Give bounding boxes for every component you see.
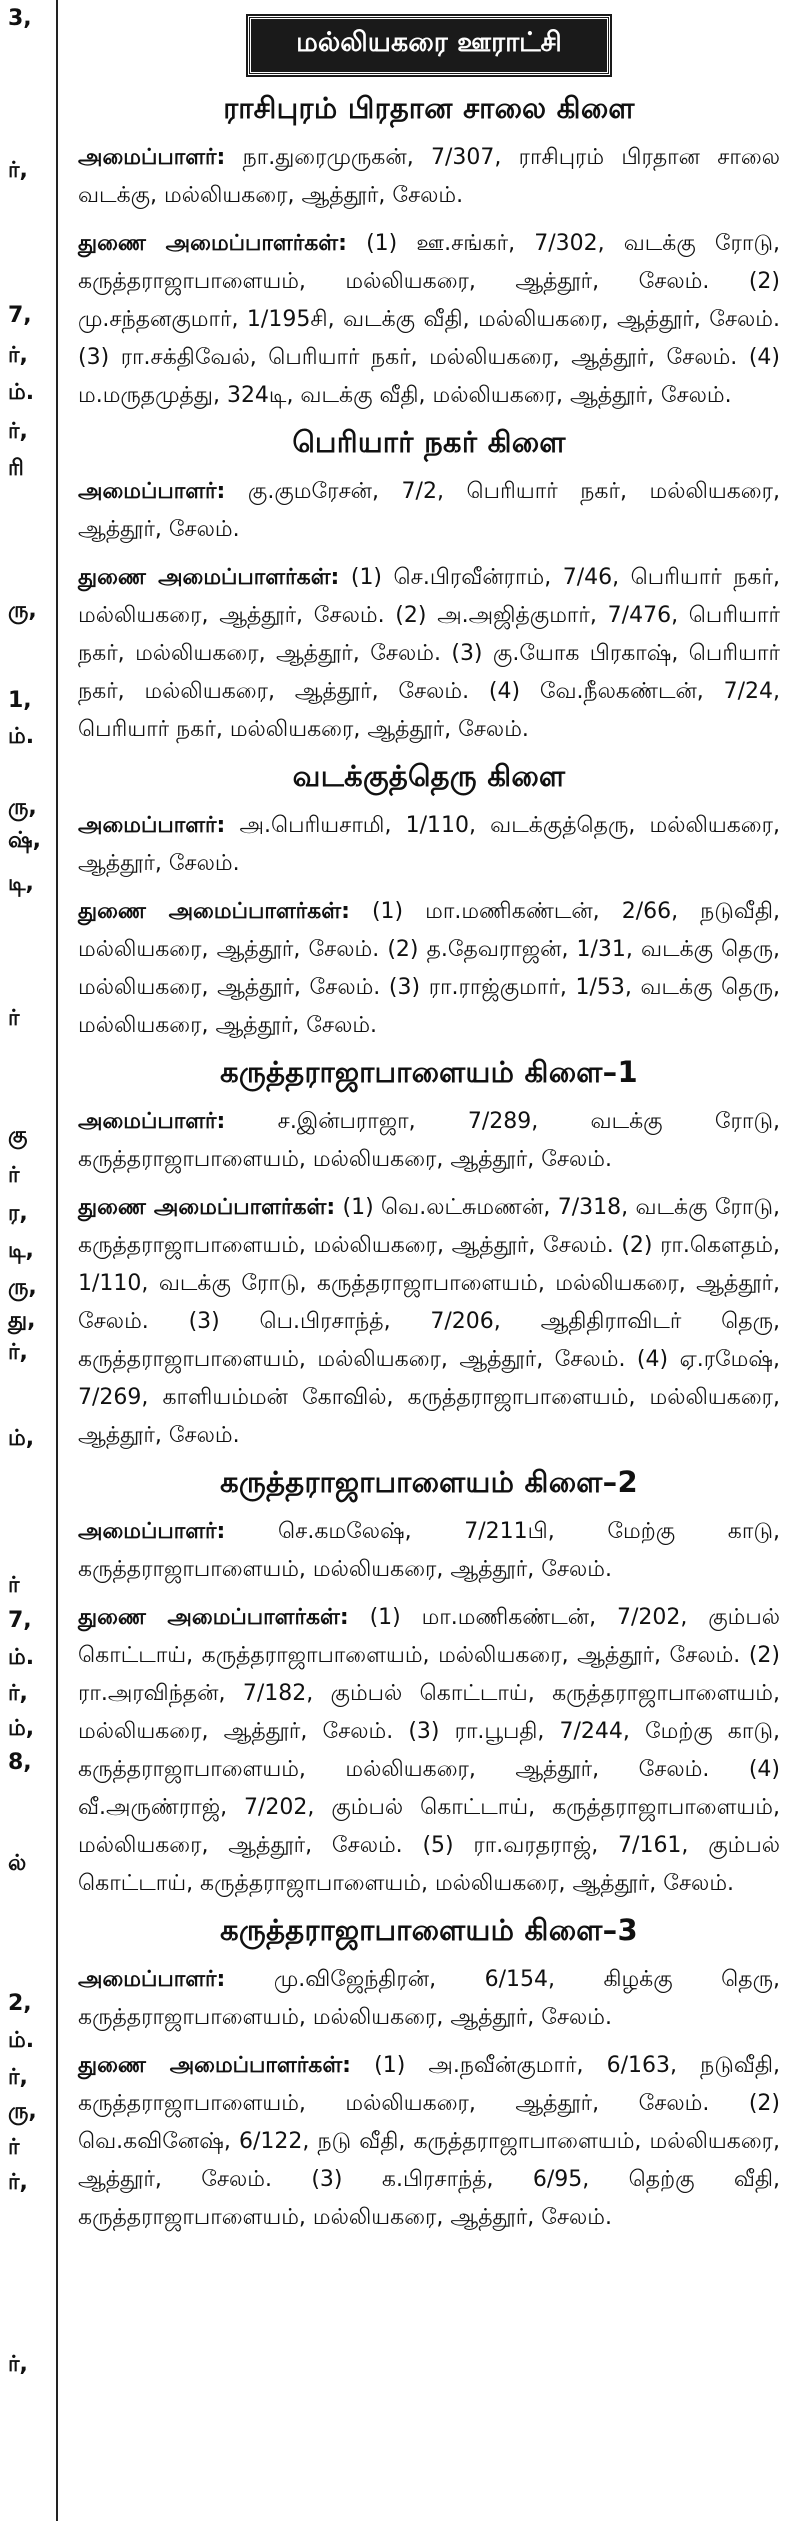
branch-title: பெரியார் நகர் கிளை [292,425,566,459]
fragment: து, [8,1308,36,1333]
organizer-paragraph [78,1103,780,1179]
fragment: ம், [8,1426,35,1451]
fragment: ர, [8,1201,28,1226]
fragment: ர், [8,1681,28,1706]
organizer-label: அமைப்பாளர்: [78,1109,226,1134]
branch-title: வடக்குத்தெரு கிளை [292,759,566,793]
fragment: ர், [8,158,28,183]
fragment: ம். [8,724,35,749]
deputy-paragraph [78,2047,780,2237]
deputy-paragraph [78,1189,780,1455]
organizer-label: அமைப்பாளர்: [78,479,226,504]
deputy-text: (1) செ.பிரவீன்ராம், 7/46, பெரியார் நகர், மல்லியகரை, ஆத்தூர், சேலம். (2) அ.அஜித்குமார், 7/476, பெரியார் நகர், மல்லியகரை, ஆத்தூர், சேலம். (3) கு.யோக பிரகாஷ், பெரியார் நகர், மல்லியகரை, ஆத்தூர், சேலம். (4) வே.நீலகண்டன், 7/24, பெரியார் நகர், மல்லியகரை, ஆத்தூர், சேலம். [78,565,780,742]
deputy-paragraph [78,225,780,415]
organizer-paragraph [78,139,780,215]
fragment: ர் [8,1163,20,1188]
fragment: ம். [8,380,35,405]
previous-column-fragments [0,0,48,2521]
branch-title: ராசிபுரம் பிரதான சாலை கிளை [223,91,635,125]
branch-section [78,1913,780,2237]
deputy-label: துணை அமைப்பாளர்கள்: [78,565,340,590]
fragment: ர் [8,2135,20,2160]
fragment: 1, [8,688,32,713]
fragment: ர், [8,343,28,368]
page-heading: மல்லியகரை ஊராட்சி [248,16,610,75]
organizer-label: அமைப்பாளர்: [78,1967,226,1992]
column-divider [56,0,58,2521]
deputy-label: துணை அமைப்பாளர்கள்: [78,2053,351,2078]
deputy-label: துணை அமைப்பாளர்கள்: [78,899,350,924]
fragment: ரு, [8,795,37,820]
deputy-text: (1) அ.நவீன்குமார், 6/163, நடுவீதி, கருத்தராஜாபாளையம், மல்லியகரை, ஆத்தூர், சேலம். (2) வெ.கவினேஷ், 6/122, நடு வீதி, கருத்தராஜாபாளையம், மல்லியகரை, ஆத்தூர், சேலம். (3) க.பிரசாந்த், 6/95, தெற்கு வீதி, கருத்தராஜாபாளையம், மல்லியகரை, ஆத்தூர், சேலம். [78,2053,780,2230]
fragment: ரி [8,456,24,481]
organizer-text: நா.துரைமுருகன், 7/307, ராசிபுரம் பிரதான சாலை வடக்கு, மல்லியகரை, ஆத்தூர், சேலம். [78,145,780,208]
fragment: ம். [8,1645,35,1670]
branch-section [78,1055,780,1455]
fragment: 7, [8,1608,32,1633]
organizer-paragraph [78,1513,780,1589]
organizer-label: அமைப்பாளர்: [78,813,226,838]
fragment: 3, [8,6,32,31]
fragment: ம். [8,2028,35,2053]
fragment: ர், [8,2065,28,2090]
fragment: 8, [8,1750,32,1775]
branch-section [78,1465,780,1903]
organizer-paragraph [78,1961,780,2037]
deputy-paragraph [78,893,780,1045]
deputy-label: துணை அமைப்பாளர்கள்: [78,1605,349,1630]
fragment: ரு, [8,598,37,623]
fragment: ம், [8,1716,35,1741]
deputy-text: (1) ஊ.சங்கர், 7/302, வடக்கு ரோடு, கருத்தராஜாபாளையம், மல்லியகரை, ஆத்தூர், சேலம். (2) மு.சந்தனகுமார், 1/195சி, வடக்கு வீதி, மல்லியகரை, ஆத்தூர், சேலம். (3) ரா.சக்திவேல், பெரியார் நகர், மல்லியகரை, ஆத்தூர், சேலம். (4) ம.மருதமுத்து, 324டி, வடக்கு வீதி, மல்லியகரை, ஆத்தூர், சேலம். [78,231,781,408]
organizer-text: அ.பெரியசாமி, 1/110, வடக்குத்தெரு, மல்லியகரை, ஆத்தூர், சேலம். [78,813,780,876]
deputy-label: துணை அமைப்பாளர்கள்: [78,1195,336,1220]
organizer-text: மு.விஜேந்திரன், 6/154, கிழக்கு தெரு, கருத்தராஜாபாளையம், மல்லியகரை, ஆத்தூர், சேலம். [78,1967,780,2030]
deputy-label: துணை அமைப்பாளர்கள்: [78,231,347,256]
branch-title: கருத்தராஜாபாளையம் கிளை–3 [220,1913,638,1947]
fragment: ல் [8,1851,27,1876]
deputy-text: (1) மா.மணிகண்டன், 2/66, நடுவீதி, மல்லியகரை, ஆத்தூர், சேலம். (2) த.தேவராஜன், 1/31, வடக்கு தெரு, மல்லியகரை, ஆத்தூர், சேலம். (3) ரா.ராஜ்குமார், 1/53, வடக்கு தெரு, மல்லியகரை, ஆத்தூர், சேலம். [78,899,781,1038]
deputy-paragraph [78,1599,780,1903]
article-column [78,10,780,2247]
branch-title: கருத்தராஜாபாளையம் கிளை–1 [220,1055,638,1089]
organizer-text: கு.குமரேசன், 7/2, பெரியார் நகர், மல்லியகரை, ஆத்தூர், சேலம். [78,479,780,542]
fragment: ரு, [8,1275,37,1300]
branch-title: கருத்தராஜாபாளையம் கிளை–2 [220,1465,638,1499]
fragment: ர் [8,1006,20,1031]
fragment: ர், [8,1340,28,1365]
fragment: டி, [8,1238,34,1263]
branch-section [78,425,780,749]
fragment: ர் [8,1573,20,1598]
deputy-text: (1) மா.மணிகண்டன், 7/202, கும்பல் கொட்டாய், கருத்தராஜாபாளையம், மல்லியகரை, ஆத்தூர், சேலம். (2) ரா.அரவிந்தன், 7/182, கும்பல் கொட்டாய், கருத்தராஜாபாளையம், மல்லியகரை, ஆத்தூர், சேலம். (3) ரா.பூபதி, 7/244, மேற்கு காடு, கருத்தராஜாபாளையம், மல்லியகரை, ஆத்தூர், சேலம். (4) வீ.அருண்ராஜ், 7/202, கும்பல் கொட்டாய், கருத்தராஜாபாளையம், மல்லியகரை, ஆத்தூர், சேலம். (5) ரா.வரதராஜ், 7/161, கும்பல் கொட்டாய், கருத்தராஜாபாளையம், மல்லியகரை, ஆத்தூர், சேலம். [78,1605,780,1896]
fragment: ஷ், [8,828,41,853]
organizer-text: ச.இன்பராஜா, 7/289, வடக்கு ரோடு, கருத்தராஜாபாளையம், மல்லியகரை, ஆத்தூர், சேலம். [78,1109,780,1172]
fragment: 7, [8,303,32,328]
organizer-text: செ.கமலேஷ், 7/211பி, மேற்கு காடு, கருத்தராஜாபாளையம், மல்லியகரை, ஆத்தூர், சேலம். [78,1519,780,1582]
deputy-paragraph [78,559,780,749]
fragment: ர், [8,419,28,444]
fragment: ர், [8,2352,28,2377]
fragment: 2, [8,1991,32,2016]
fragment: ர், [8,2170,28,2195]
branch-section [78,759,780,1045]
fragment: ரு, [8,2099,37,2124]
branch-section [78,91,780,415]
deputy-text: (1) வெ.லட்சுமணன், 7/318, வடக்கு ரோடு, கருத்தராஜாபாளையம், மல்லியகரை, ஆத்தூர், சேலம். (2) ரா.கௌதம், 1/110, வடக்கு ரோடு, கருத்தராஜாபாளையம், மல்லியகரை, ஆத்தூர், சேலம். (3) பெ.பிரசாந்த், 7/206, ஆதிதிராவிடர் தெரு, கருத்தராஜாபாளையம், மல்லியகரை, ஆத்தூர், சேலம். (4) ஏ.ரமேஷ், 7/269, காளியம்மன் கோவில், கருத்தராஜாபாளையம், மல்லியகரை, ஆத்தூர், சேலம். [78,1195,780,1448]
organizer-label: அமைப்பாளர்: [78,145,226,170]
organizer-label: அமைப்பாளர்: [78,1519,226,1544]
organizer-paragraph [78,807,780,883]
organizer-paragraph [78,473,780,549]
fragment: டி, [8,871,34,896]
fragment: கு [8,1123,28,1148]
